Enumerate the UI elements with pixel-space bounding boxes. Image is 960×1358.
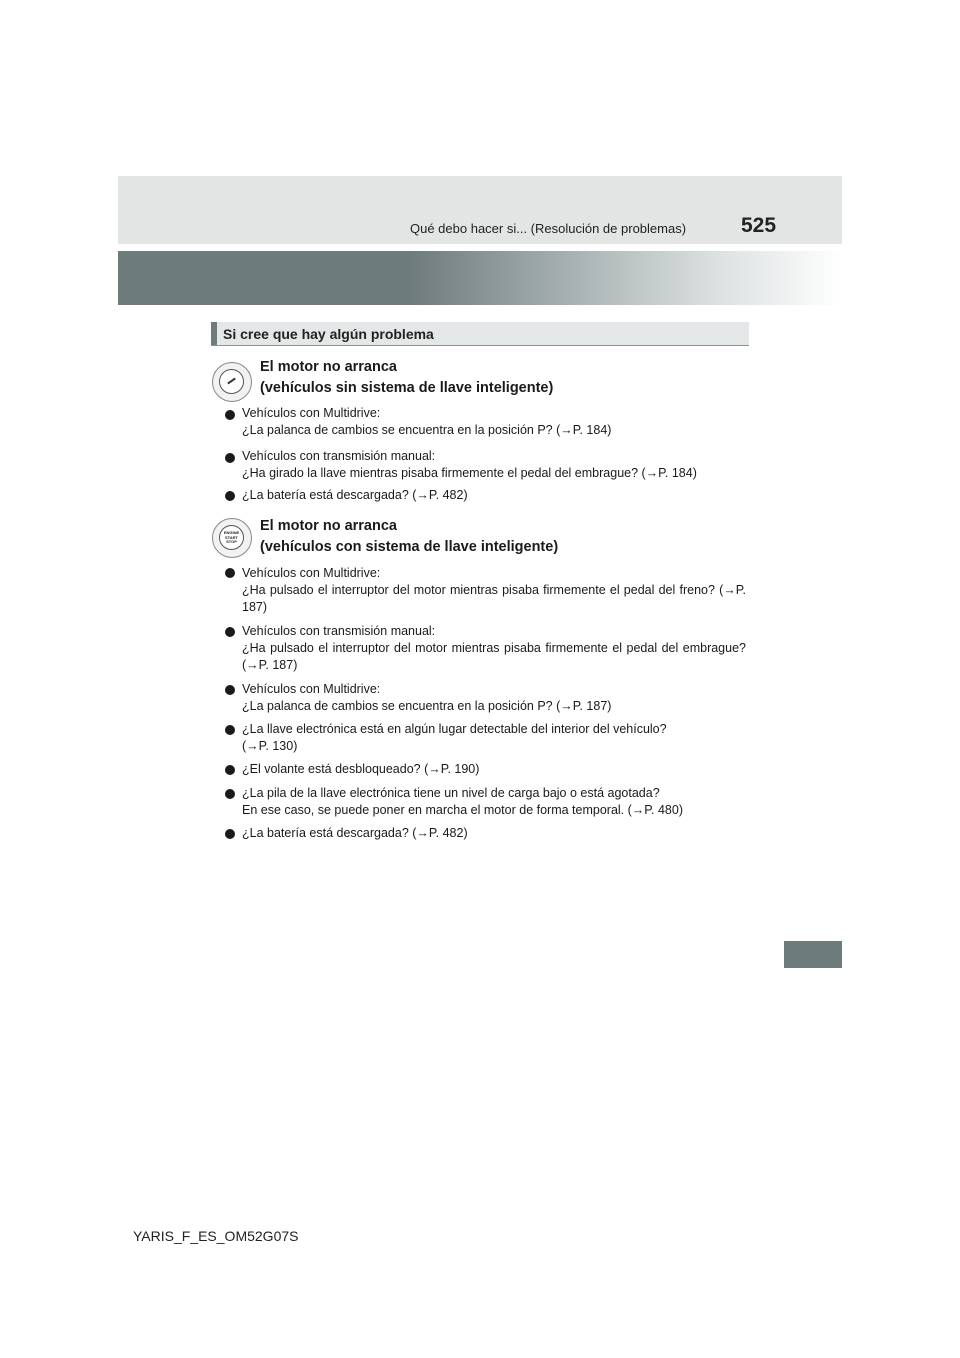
- bullet-dot: [225, 789, 235, 799]
- subsection-title-line2: (vehículos con sistema de llave inteligente): [260, 539, 559, 555]
- bullet-dot: [225, 627, 235, 637]
- engine-start-stop-label: ENGINE START STOP: [223, 530, 240, 544]
- list-item: Vehículos con transmisión manual: ¿Ha pulsado el interruptor del motor mientras pisaba firmemente el pedal del embrague? (→P. 187): [242, 624, 746, 672]
- bullet-dot: [225, 725, 235, 735]
- ignition-key-icon: [212, 362, 252, 402]
- subsection-title-line2: (vehículos sin sistema de llave inteligente): [260, 380, 554, 396]
- list-item: ¿El volante está desbloqueado? (→P. 190): [242, 762, 480, 776]
- bullet-dot: [225, 568, 235, 578]
- bullet-dot: [225, 685, 235, 695]
- list-item: Vehículos con transmisión manual: ¿Ha girado la llave mientras pisaba firmemente el pedal del embrague? (→P. 184): [242, 449, 697, 480]
- section-title: Si cree que hay algún problema: [223, 326, 434, 342]
- section-heading: [211, 322, 749, 346]
- list-item: Vehículos con Multidrive: ¿La palanca de cambios se encuentra en la posición P? (→P. 184): [242, 406, 612, 437]
- chapter-gradient-band: [118, 251, 842, 305]
- engine-start-stop-icon: [212, 518, 252, 558]
- subsection-title-2: [260, 516, 558, 558]
- footer-code: YARIS_F_ES_OM52G07S: [133, 1228, 299, 1244]
- subsection-title-1: [260, 357, 553, 399]
- list-item: ¿La pila de la llave electrónica tiene un nivel de carga bajo o está agotada? En ese caso, se puede poner en marcha el motor de forma temporal. (→P. 480): [242, 786, 683, 817]
- chapter-side-tab: [784, 941, 842, 968]
- page-number: 525: [741, 214, 777, 237]
- bullet-dot: [225, 765, 235, 775]
- bullet-dot: [225, 453, 235, 463]
- subsection-title-line1: El motor no arranca: [260, 359, 397, 375]
- list-item: ¿La llave electrónica está en algún lugar detectable del interior del vehículo? (→P. 130): [242, 722, 667, 753]
- list-item: Vehículos con Multidrive: ¿Ha pulsado el interruptor del motor mientras pisaba firmemente el pedal del freno? (→P. 187): [242, 566, 746, 614]
- list-item: ¿La batería está descargada? (→P. 482): [242, 488, 468, 502]
- bullet-dot: [225, 410, 235, 420]
- subsection-title-line1: El motor no arranca: [260, 518, 397, 534]
- list-item: Vehículos con Multidrive: ¿La palanca de cambios se encuentra en la posición P? (→P. 187): [242, 682, 612, 713]
- bullet-dot: [225, 829, 235, 839]
- header-title: Qué debo hacer si... (Resolución de problemas): [410, 221, 687, 236]
- list-item: ¿La batería está descargada? (→P. 482): [242, 826, 468, 840]
- bullet-dot: [225, 491, 235, 501]
